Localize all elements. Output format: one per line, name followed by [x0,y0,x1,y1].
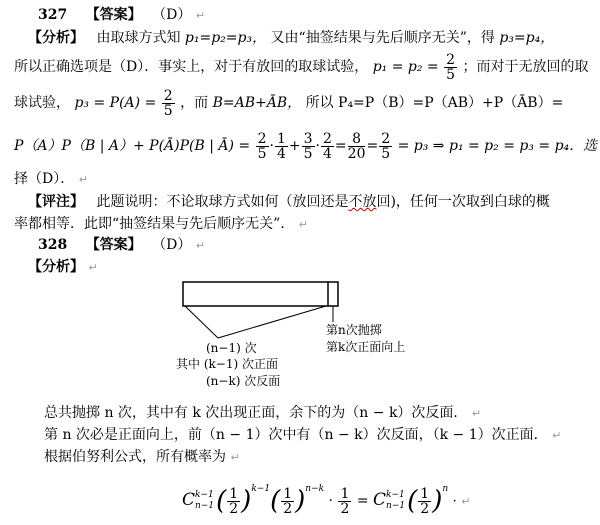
comment-line-1 [28,191,550,211]
combination-sup: k−1 [195,490,214,500]
return-mark: ↵ [461,495,471,508]
denominator: 2 [420,500,430,517]
denominator: 5 [381,145,391,162]
brace-line-right [218,306,326,338]
denominator: 5 [257,145,267,162]
answer-value: （D） [152,237,192,253]
sequence-box [183,282,338,306]
denominator: 2 [340,500,350,517]
exponent: n−k [305,484,325,494]
analysis-line-3 [14,86,563,120]
exponent: k−1 [251,484,271,494]
comment-label: 【评注】 [28,194,84,210]
return-mark: ↵ [195,239,206,252]
fraction-half [418,487,431,516]
spellcheck-underlined-text: 不放 [348,194,377,210]
text: 又由“抽签结果与先后顺序无关”，得 [270,30,495,46]
fraction [162,89,175,118]
denominator: 5 [446,66,456,83]
answer-label: 【答案】 [85,7,142,23]
fraction-half [338,487,351,516]
question-number: 327 [38,7,68,23]
numerator: 2 [257,130,267,147]
denominator: 5 [163,102,173,119]
fraction [444,53,457,82]
denominator: 4 [323,145,332,162]
paren: ( [407,486,418,516]
return-mark: ↵ [230,451,240,464]
math: p₁=p₂=p₃， [184,30,267,46]
text: 所以正确选项是（D）．事实上，对于有放回的取球试验， [14,59,369,75]
coin-toss-diagram [150,278,460,394]
label-n-minus-1: (n−1) 次 [206,341,257,355]
fraction-half [227,487,240,516]
math: B=AB+ĀB， [212,95,302,111]
answer-label: 【答案】 [85,237,142,253]
paren: ) [295,486,306,516]
label-kth-heads: 第k次正面向上 [326,340,406,354]
math: = p₃ ⇒ p₁ = p₂ = p₃ = p₄．选 [397,138,598,154]
math: p₁ = p₂ = [372,59,439,75]
text-line-bernoulli [44,446,240,466]
paren: ( [270,486,281,516]
comment-line-2 [14,213,308,233]
numerator: 2 [163,87,173,104]
return-mark: ↵ [471,407,482,420]
numerator: 1 [229,485,239,502]
math: P（A）P（B | A）+ P(Ā)P(B | Ā) = [14,138,251,154]
label-k-minus-1-heads: 其中 (k−1) 次正面 [176,357,278,371]
numerator: 1 [340,485,350,502]
brace-line-left [185,306,218,338]
fraction-half [281,487,294,516]
numerator: 1 [283,485,293,502]
return-mark: ↵ [195,9,206,22]
math: p₃=p₄， [499,30,555,46]
paren: ) [432,486,443,516]
combination-sub: n−1 [195,501,215,511]
combination-symbol: C [373,490,387,510]
analysis-line-1 [28,27,554,47]
fraction [302,132,315,161]
label-n-minus-k-tails: (n−k) 次反面 [206,374,281,388]
return-mark: ↵ [298,218,308,231]
denominator: 5 [303,145,313,162]
fraction [379,132,392,161]
fraction [256,132,269,161]
denominator: 2 [229,500,239,517]
denominator: 4 [276,145,286,162]
combination-sub: n−1 [386,501,406,511]
numerator: 3 [303,130,313,147]
text: 根据伯努利公式，所有概率为 [44,449,226,465]
analysis-line-2 [14,50,588,84]
numerator: 2 [446,51,456,68]
text: 回)，任何一次取到白球的概 [376,194,550,210]
equals-sign: = [356,493,369,509]
paren: ) [241,486,252,516]
bernoulli-formula [182,466,471,517]
numerator: 1 [420,485,430,502]
combination-sup: k−1 [386,490,405,500]
paren: ( [216,486,227,516]
return-mark: ↵ [552,429,562,442]
numerator: 1 [276,130,286,147]
analysis-label: 【分析】 [28,30,84,46]
dot-operator: · [328,493,333,509]
fraction [275,132,288,161]
denominator: 2 [283,500,293,517]
text: 第 n 次必是正面向上，前（n − 1）次中有（n − k）次反面，（k − 1）次正面． [44,427,548,443]
text: ；而对于无放回的取 [462,59,589,75]
text: ，而 [180,95,209,111]
combination-symbol: C [182,490,196,510]
analysis-line-4: P（A）P（B | A）+ P(Ā)P(B | Ā) = $\frac{2}{5}$ · $\frac{1}{4}$ + $\frac{3}{5}$ · $\frac{2}{4}$ = $\frac{8}{20}$ = $\frac{2}{5}$ = p₃ ⇒ p₁ = p₂ = p₃ = p₄．选 [14,130,598,162]
label-nth-toss: 第n次抛掷 [326,323,382,337]
return-mark: ↵ [88,261,98,274]
text: 择（D）． [14,171,75,187]
fraction [348,132,366,161]
answer-value: （D） [152,7,192,23]
question-327-header [38,4,205,24]
text: 所以 P₄=P（B）=P（AB）+P（ĀB）= [305,95,564,111]
return-mark: ↵ [78,173,88,186]
numerator: 8 [348,132,366,147]
dot-operator: · [452,494,457,509]
exponent: n [442,484,449,494]
denominator: 20 [347,145,366,162]
question-328-header [38,234,205,254]
analysis-328 [28,256,98,276]
math: p₃ = P(A) = [74,95,157,111]
text: 此题说明：不论取球方式如何（放回还是 [96,194,349,210]
text: 总共抛掷 n 次，其中有 k 次出现正面，余下的为（n − k）次反面． [44,405,468,421]
text-line-total [44,402,481,422]
question-number: 328 [38,237,68,253]
text: 率都相等．此即“抽签结果与先后顺序无关”． [14,216,295,232]
numerator: 2 [381,130,391,147]
numerator: 2 [323,130,332,147]
text: 球试验， [14,95,70,111]
analysis-label: 【分析】 [28,259,84,275]
analysis-line-5 [14,168,88,188]
text-line-nth [44,424,561,444]
fraction [321,132,334,161]
text: 由取球方式知 [96,30,181,46]
